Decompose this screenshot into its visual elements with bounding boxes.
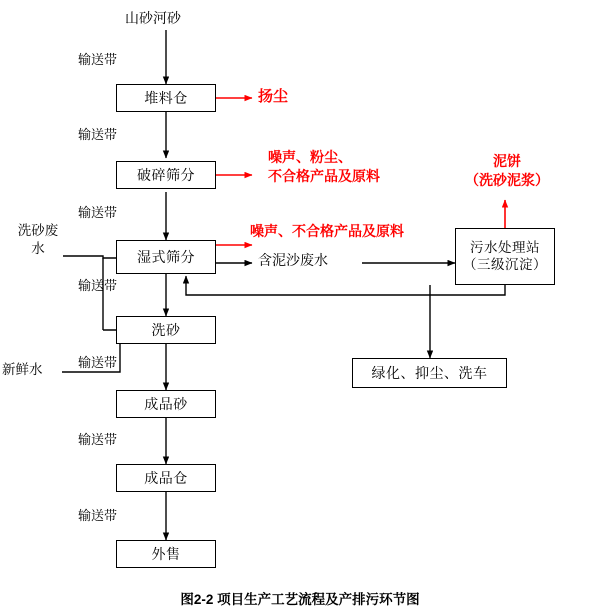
node-label: 洗砂 <box>151 321 181 338</box>
node-label: 破碎筛分 <box>137 166 195 183</box>
node-label-line2: （三级沉淀） <box>463 256 547 272</box>
input-label-xinxianshui: 新鲜水 <box>2 362 43 377</box>
emission-line-1: 泥饼 <box>493 153 521 169</box>
node-label: 堆料仓 <box>144 89 188 106</box>
emission-label-nibing <box>452 152 562 190</box>
node-label: 成品砂 <box>144 395 188 412</box>
conveyor-label-3: 输送带 <box>78 205 118 220</box>
conveyor-label-1: 输送带 <box>78 52 118 67</box>
emission-label-shishi <box>250 222 404 241</box>
node-label: 外售 <box>151 545 181 562</box>
node-label: 湿式筛分 <box>137 248 195 265</box>
node-posuishaifen[interactable] <box>116 161 216 189</box>
conveyor-label-7: 输送带 <box>78 508 118 523</box>
figure-caption: 图2-2 项目生产工艺流程及产排污环节图 <box>180 592 420 607</box>
source-label-shanshahesha: 山砂河砂 <box>125 10 181 26</box>
conveyor-label-2: 输送带 <box>78 127 118 142</box>
node-shishishaifen[interactable] <box>116 240 216 274</box>
node-chengpincang[interactable] <box>116 464 216 492</box>
emission-label-yangchen: 扬尘 <box>258 88 289 105</box>
flow-label-hanniesha-feishui: 含泥沙废水 <box>258 252 328 268</box>
conveyor-label-4: 输送带 <box>78 278 118 293</box>
node-duiliaocang[interactable] <box>116 84 216 112</box>
emission-line-1: 噪声、不合格产品及原料 <box>250 223 404 239</box>
node-waishou[interactable] <box>116 540 216 568</box>
conveyor-label-5: 输送带 <box>78 355 118 370</box>
node-chengpinsha[interactable] <box>116 390 216 418</box>
node-lvhua-yichen-xiche[interactable] <box>352 358 507 388</box>
emission-line-2: （洗砂泥浆） <box>465 171 549 188</box>
emission-line-1: 噪声、粉尘、 <box>268 149 352 165</box>
node-label-line1: 污水处理站 <box>470 239 540 255</box>
node-xisha[interactable] <box>116 316 216 344</box>
input-label-xishafeishui: 洗砂废水 <box>17 223 59 256</box>
emission-label-posui <box>268 148 380 186</box>
node-label: 绿化、抑尘、洗车 <box>371 364 488 381</box>
conveyor-label-6: 输送带 <box>78 432 118 447</box>
node-wushuichulizhan[interactable] <box>455 228 555 285</box>
emission-line-2: 不合格产品及原料 <box>268 167 380 184</box>
node-label: 成品仓 <box>144 469 188 486</box>
